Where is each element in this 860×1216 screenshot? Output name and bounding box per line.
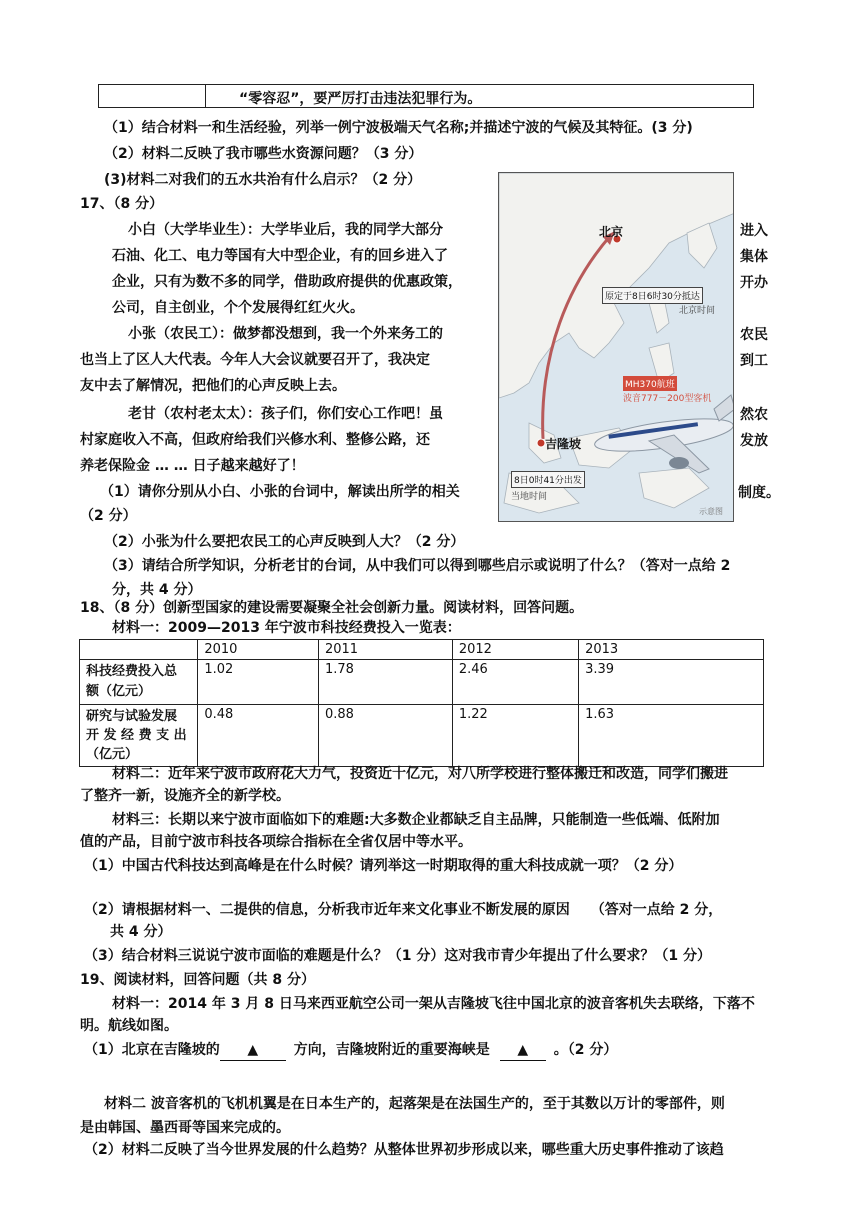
- q17-p2-line1: 小张（农民工）：做梦都没想到，我一个外来务工的: [128, 326, 443, 342]
- q19-sub1-part-b: 方向，吉隆坡附近的重要海峡是: [293, 1042, 490, 1058]
- row-label-line: （亿元）: [86, 747, 139, 762]
- q16-sub3: (3)材料二对我们的五水共治有什么启示？（2 分）: [104, 172, 422, 188]
- table-cell: 0.48: [198, 705, 319, 767]
- row-label-line: 额（亿元）: [86, 684, 152, 699]
- q18-sub2-cont: 共 4 分）: [110, 924, 172, 940]
- table-cell: 1.78: [318, 660, 452, 705]
- table-year-cell: 2013: [579, 640, 764, 660]
- table-row-label: [80, 705, 198, 767]
- table-cell: 2.46: [452, 660, 578, 705]
- continued-table: [98, 84, 754, 108]
- table-year-cell: 2010: [198, 640, 319, 660]
- q17-p1-line4: 公司，自主创业，个个发展得红红火火。: [112, 300, 364, 316]
- table-row: [80, 660, 764, 705]
- q19-sub1-part-c: 。（2 分）: [553, 1042, 618, 1058]
- q17-p2-line3: 友中去了解情况，把他们的心声反映上去。: [80, 378, 346, 394]
- q18-sub2: （2）请根据材料一、二提供的信息，分析我市近年来文化事业不断发展的原因 （答对一点给 2 分，: [84, 902, 723, 918]
- map-local-time: 当地时间: [511, 492, 548, 502]
- q17-p1-right2: 集体: [740, 249, 768, 265]
- q18-material2-line2: 了整齐一新，设施齐全的新学校。: [80, 788, 290, 804]
- q17-p1-line2: 石油、化工、电力等国有大中型企业，有的回乡进入了: [112, 248, 448, 264]
- q17-sub3-cont: 分，共 4 分）: [112, 582, 202, 598]
- answer-blank-direction: [220, 1040, 286, 1061]
- row-label-line: 开 发 经 费 支 出: [86, 728, 187, 743]
- q17-p3-right1: 然农: [740, 407, 768, 423]
- table-cell: 1.63: [579, 705, 764, 767]
- map-plane-label: 波音777－200型客机: [623, 394, 712, 404]
- q17-sub1: （1）请你分别从小白、小张的台词中，解读出所学的相关: [100, 484, 460, 500]
- q18-sub3: （3）结合材料三说说宁波市面临的难题是什么？（1 分）这对我市青少年提出了什么要求？（1 分）: [84, 948, 711, 964]
- q17-p2-right1: 农民: [740, 327, 768, 343]
- q19-heading: 19、阅读材料，回答问题（共 8 分）: [80, 972, 315, 988]
- q17-p1-right3: 开办: [740, 275, 768, 291]
- funding-table: [79, 639, 764, 767]
- q17-p2-line2: 也当上了区人大代表。今年人大会议就要召开了，我决定: [80, 352, 430, 368]
- map-note: 示意图: [699, 507, 723, 516]
- q16-sub2: （2）材料二反映了我市哪些水资源问题？（3 分）: [104, 146, 423, 162]
- map-beijing-time: 北京时间: [679, 306, 716, 316]
- q18-material2-line1: 材料二：近年来宁波市政府花大力气，投资近十亿元，对八所学校进行整体搬迁和改造，同学们搬进: [112, 766, 728, 782]
- q19-sub2: （2）材料二反映了当今世界发展的什么趋势？从整体世界初步形成以来，哪些重大历史事件推动了该趋: [84, 1142, 724, 1158]
- q17-p1-line1: 小白（大学毕业生）：大学毕业后，我的同学大部分: [128, 222, 443, 238]
- q17-p1-right1: 进入: [740, 223, 768, 239]
- q19-material1-line2: 明。航线如图。: [80, 1018, 178, 1034]
- map-flight-label: MH370航班: [623, 376, 677, 391]
- table-cell: 3.39: [579, 660, 764, 705]
- row-label-line: 研究与试验发展: [86, 709, 178, 724]
- q18-sub1: （1）中国古代科技达到高峰是在什么时候？请列举这一时期取得的重大科技成就一项？（2 分）: [84, 858, 683, 874]
- q19-material2-line1: 材料二 波音客机的飞机机翼是在日本生产的，起落架是在法国生产的，至于其数以万计的零部件，则: [104, 1096, 725, 1112]
- q17-sub2: （2）小张为什么要把农民工的心声反映到人大？（2 分）: [104, 534, 465, 550]
- q18-heading: 18、（8 分）创新型国家的建设需要凝聚全社会创新力量。阅读材料，回答问题。: [80, 600, 584, 616]
- map-arrive-note: 原定于8日6时30分抵达: [602, 287, 703, 304]
- q17-sub3: （3）请结合所学知识，分析老甘的台词，从中我们可以得到哪些启示或说明了什么？（答对一点给 2: [104, 558, 731, 574]
- table-year-cell: 2012: [452, 640, 578, 660]
- q19-material2-line2: 是由韩国、墨西哥等国来完成的。: [80, 1120, 290, 1136]
- q17-p3-line2: 村家庭收入不高，但政府给我们兴修水利、整修公路，还: [80, 432, 430, 448]
- map-label-kl: 吉隆坡: [545, 437, 582, 451]
- row-label-line: 科技经费投入总: [86, 664, 178, 679]
- q16-sub1: （1）结合材料一和生活经验，列举一例宁波极端天气名称;并描述宁波的气候及其特征。(3 分): [104, 120, 693, 136]
- blank-triangle-icon: ▲: [247, 1042, 259, 1058]
- q17-p3-line3: 养老保险金 … … 日子越来越好了！: [80, 458, 305, 474]
- table-year-cell: 2011: [318, 640, 452, 660]
- blank-triangle-icon: ▲: [517, 1042, 529, 1058]
- table-cell: 0.88: [318, 705, 452, 767]
- table-cell-text: “零容忍”，要严厉打击违法犯罪行为。: [239, 91, 482, 107]
- q17-heading: 17、（8 分）: [80, 196, 164, 212]
- answer-blank-strait: [500, 1040, 546, 1061]
- table-cell: 1.02: [198, 660, 319, 705]
- table-cell: 1.22: [452, 705, 578, 767]
- table-row-label: [80, 660, 198, 705]
- q17-sub1-cont: （2 分）: [80, 508, 137, 524]
- q17-p1-line3: 企业，只有为数不多的同学，借助政府提供的优惠政策，: [112, 274, 462, 290]
- table-cell-empty: [99, 85, 206, 107]
- q17-p3-line1: 老甘（农村老太太）：孩子们，你们安心工作吧！虽: [128, 406, 443, 422]
- q17-p3-right2: 发放: [740, 433, 768, 449]
- q18-material1: 材料一：2009—2013 年宁波市科技经费投入一览表：: [112, 620, 461, 636]
- q17-p2-right2: 到工: [740, 353, 768, 369]
- map-depart-note: 8日0时41分出发: [511, 471, 585, 488]
- q17-sub1-right: 制度。: [738, 485, 780, 501]
- q18-material3-line2: 值的产品，目前宁波市科技各项综合指标在全省仅居中等水平。: [80, 834, 472, 850]
- q19-sub1: [84, 1040, 617, 1061]
- q18-material3-line1: 材料三：长期以来宁波市面临如下的难题:大多数企业都缺乏自主品牌，只能制造一些低端、低附加: [112, 812, 720, 828]
- flight-route-map: [498, 172, 734, 522]
- map-label-beijing: 北京: [599, 225, 624, 239]
- q19-material1-line1: 材料一：2014 年 3 月 8 日马来西亚航空公司一架从吉隆坡飞往中国北京的波音客机失去联络，下落不: [112, 996, 755, 1012]
- q19-sub1-part-a: （1）北京在吉隆坡的: [84, 1042, 220, 1058]
- table-corner-cell: [80, 640, 198, 660]
- table-row: [80, 705, 764, 767]
- table-header-row: [80, 640, 764, 660]
